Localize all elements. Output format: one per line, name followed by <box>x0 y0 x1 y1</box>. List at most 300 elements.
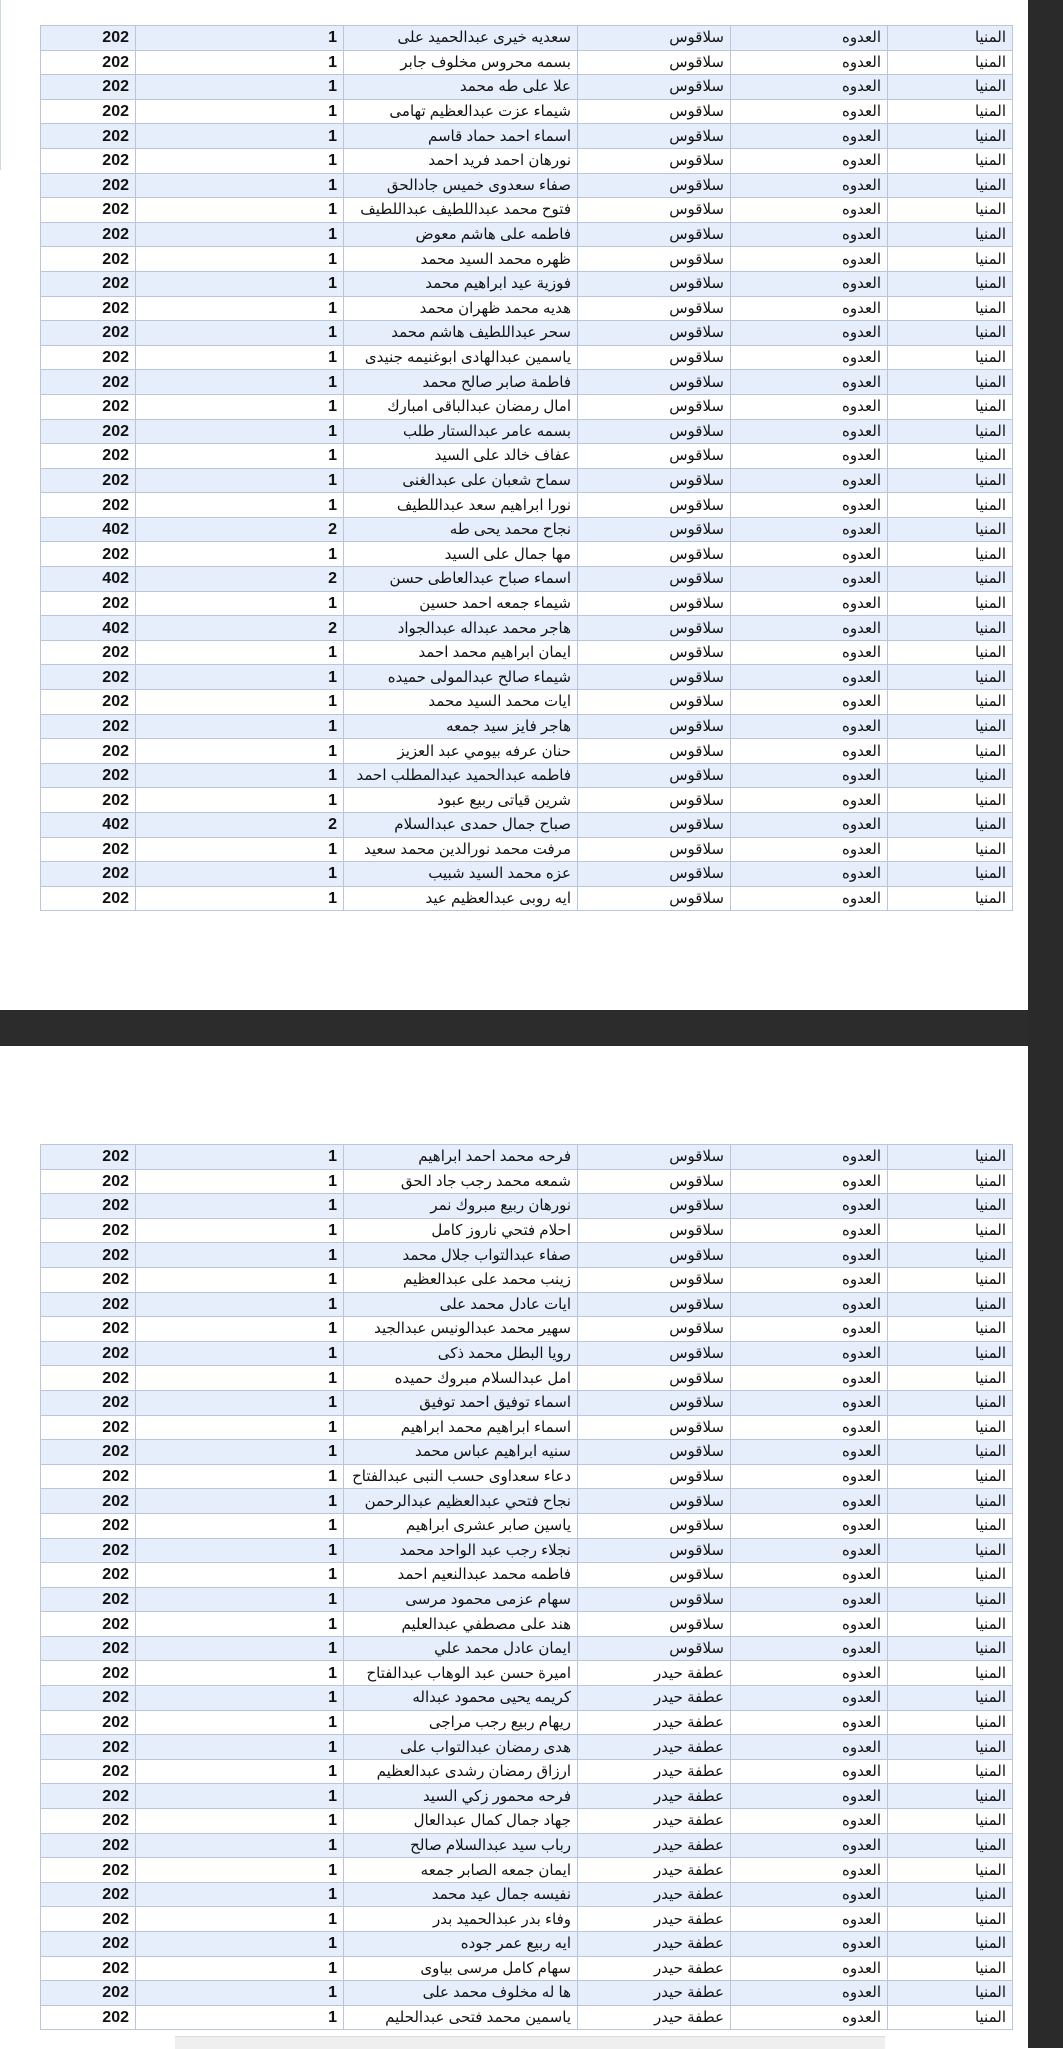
name-cell[interactable]: كريمه يحيى محمود عبداله <box>344 1686 578 1711</box>
governorate-cell[interactable]: المنيا <box>888 1661 1013 1686</box>
governorate-cell[interactable]: المنيا <box>888 75 1013 100</box>
amount-cell[interactable]: 202 <box>41 345 136 370</box>
village-cell[interactable]: عطفة حيدر <box>578 1907 731 1932</box>
governorate-cell[interactable]: المنيا <box>888 640 1013 665</box>
village-cell[interactable]: عطفة حيدر <box>578 2005 731 2030</box>
governorate-cell[interactable]: المنيا <box>888 616 1013 641</box>
village-cell[interactable]: سلاقوس <box>578 714 731 739</box>
governorate-cell[interactable]: المنيا <box>888 493 1013 518</box>
center-cell[interactable]: العدوه <box>731 837 888 862</box>
center-cell[interactable]: العدوه <box>731 788 888 813</box>
amount-cell[interactable]: 202 <box>41 1489 136 1514</box>
count-cell[interactable]: 1 <box>136 1489 344 1514</box>
name-cell[interactable]: سماح شعبان على عبدالغنى <box>344 468 578 493</box>
count-cell[interactable]: 2 <box>136 813 344 838</box>
name-cell[interactable]: اسماء ابراهيم محمد ابراهيم <box>344 1415 578 1440</box>
center-cell[interactable]: العدوه <box>731 1489 888 1514</box>
center-cell[interactable]: العدوه <box>731 1464 888 1489</box>
center-cell[interactable]: العدوه <box>731 739 888 764</box>
name-cell[interactable]: هند على مصطفي عبدالعليم <box>344 1612 578 1637</box>
center-cell[interactable]: العدوه <box>731 1735 888 1760</box>
count-cell[interactable]: 1 <box>136 1267 344 1292</box>
count-cell[interactable]: 1 <box>136 1956 344 1981</box>
village-cell[interactable]: سلاقوس <box>578 493 731 518</box>
name-cell[interactable]: اميرة حسن عبد الوهاب عبدالفتاح <box>344 1661 578 1686</box>
village-cell[interactable]: سلاقوس <box>578 542 731 567</box>
village-cell[interactable]: سلاقوس <box>578 690 731 715</box>
name-cell[interactable]: ايمان جمعه الصابر جمعه <box>344 1858 578 1883</box>
count-cell[interactable]: 1 <box>136 1513 344 1538</box>
governorate-cell[interactable]: المنيا <box>888 1366 1013 1391</box>
name-cell[interactable]: علا على طه محمد <box>344 75 578 100</box>
count-cell[interactable]: 1 <box>136 1735 344 1760</box>
name-cell[interactable]: صباح جمال حمدى عبدالسلام <box>344 813 578 838</box>
name-cell[interactable]: هديه محمد ظهران محمد <box>344 296 578 321</box>
governorate-cell[interactable]: المنيا <box>888 99 1013 124</box>
name-cell[interactable]: نجاح فتحي عبدالعظيم عبدالرحمن <box>344 1489 578 1514</box>
count-cell[interactable]: 1 <box>136 99 344 124</box>
village-cell[interactable]: سلاقوس <box>578 75 731 100</box>
center-cell[interactable]: العدوه <box>731 1292 888 1317</box>
amount-cell[interactable]: 202 <box>41 1858 136 1883</box>
village-cell[interactable]: عطفة حيدر <box>578 1809 731 1834</box>
count-cell[interactable]: 1 <box>136 788 344 813</box>
name-cell[interactable]: نورهان ربيع مبروك نمر <box>344 1194 578 1219</box>
count-cell[interactable]: 1 <box>136 1464 344 1489</box>
governorate-cell[interactable]: المنيا <box>888 813 1013 838</box>
center-cell[interactable]: العدوه <box>731 1932 888 1957</box>
count-cell[interactable]: 1 <box>136 1784 344 1809</box>
amount-cell[interactable]: 202 <box>41 665 136 690</box>
count-cell[interactable]: 1 <box>136 1341 344 1366</box>
village-cell[interactable]: سلاقوس <box>578 1317 731 1342</box>
count-cell[interactable]: 1 <box>136 321 344 346</box>
village-cell[interactable]: عطفة حيدر <box>578 1784 731 1809</box>
name-cell[interactable]: فرحه محمد احمد ابراهيم <box>344 1145 578 1170</box>
governorate-cell[interactable]: المنيا <box>888 1415 1013 1440</box>
count-cell[interactable]: 1 <box>136 50 344 75</box>
governorate-cell[interactable]: المنيا <box>888 50 1013 75</box>
governorate-cell[interactable]: المنيا <box>888 1907 1013 1932</box>
name-cell[interactable]: اسماء صباح عبدالعاطى حسن <box>344 567 578 592</box>
governorate-cell[interactable]: المنيا <box>888 1587 1013 1612</box>
village-cell[interactable]: سلاقوس <box>578 1218 731 1243</box>
name-cell[interactable]: امال رمضان عبدالباقى امبارك <box>344 394 578 419</box>
amount-cell[interactable]: 202 <box>41 1366 136 1391</box>
village-cell[interactable]: سلاقوس <box>578 1194 731 1219</box>
village-cell[interactable]: سلاقوس <box>578 837 731 862</box>
governorate-cell[interactable]: المنيا <box>888 1833 1013 1858</box>
village-cell[interactable]: سلاقوس <box>578 763 731 788</box>
count-cell[interactable]: 2 <box>136 616 344 641</box>
governorate-cell[interactable]: المنيا <box>888 247 1013 272</box>
count-cell[interactable]: 1 <box>136 1440 344 1465</box>
amount-cell[interactable]: 202 <box>41 1292 136 1317</box>
governorate-cell[interactable]: المنيا <box>888 837 1013 862</box>
amount-cell[interactable]: 202 <box>41 1981 136 2006</box>
governorate-cell[interactable]: المنيا <box>888 345 1013 370</box>
center-cell[interactable]: العدوه <box>731 1858 888 1883</box>
count-cell[interactable]: 1 <box>136 444 344 469</box>
name-cell[interactable]: فوزية عيد ابراهيم محمد <box>344 271 578 296</box>
center-cell[interactable]: العدوه <box>731 75 888 100</box>
governorate-cell[interactable]: المنيا <box>888 148 1013 173</box>
center-cell[interactable]: العدوه <box>731 763 888 788</box>
center-cell[interactable]: العدوه <box>731 1661 888 1686</box>
count-cell[interactable]: 1 <box>136 1636 344 1661</box>
center-cell[interactable]: العدوه <box>731 271 888 296</box>
count-cell[interactable]: 1 <box>136 1415 344 1440</box>
village-cell[interactable]: سلاقوس <box>578 444 731 469</box>
count-cell[interactable]: 1 <box>136 75 344 100</box>
amount-cell[interactable]: 202 <box>41 714 136 739</box>
name-cell[interactable]: فاطمه محمد عبدالنعيم احمد <box>344 1563 578 1588</box>
center-cell[interactable]: العدوه <box>731 1440 888 1465</box>
governorate-cell[interactable]: المنيا <box>888 1538 1013 1563</box>
village-cell[interactable]: سلاقوس <box>578 148 731 173</box>
center-cell[interactable]: العدوه <box>731 1390 888 1415</box>
governorate-cell[interactable]: المنيا <box>888 394 1013 419</box>
count-cell[interactable]: 1 <box>136 862 344 887</box>
governorate-cell[interactable]: المنيا <box>888 1464 1013 1489</box>
center-cell[interactable]: العدوه <box>731 370 888 395</box>
count-cell[interactable]: 1 <box>136 1538 344 1563</box>
village-cell[interactable]: سلاقوس <box>578 1440 731 1465</box>
village-cell[interactable]: سلاقوس <box>578 517 731 542</box>
center-cell[interactable]: العدوه <box>731 99 888 124</box>
village-cell[interactable]: عطفة حيدر <box>578 1932 731 1957</box>
amount-cell[interactable]: 202 <box>41 2005 136 2030</box>
count-cell[interactable]: 1 <box>136 690 344 715</box>
center-cell[interactable]: العدوه <box>731 813 888 838</box>
amount-cell[interactable]: 202 <box>41 296 136 321</box>
village-cell[interactable]: سلاقوس <box>578 788 731 813</box>
village-cell[interactable]: سلاقوس <box>578 1169 731 1194</box>
village-cell[interactable]: عطفة حيدر <box>578 1882 731 1907</box>
governorate-cell[interactable]: المنيا <box>888 222 1013 247</box>
amount-cell[interactable]: 202 <box>41 1194 136 1219</box>
center-cell[interactable]: العدوه <box>731 690 888 715</box>
amount-cell[interactable]: 202 <box>41 148 136 173</box>
center-cell[interactable]: العدوه <box>731 1809 888 1834</box>
amount-cell[interactable]: 202 <box>41 173 136 198</box>
amount-cell[interactable]: 202 <box>41 1735 136 1760</box>
governorate-cell[interactable]: المنيا <box>888 1292 1013 1317</box>
count-cell[interactable]: 1 <box>136 886 344 911</box>
village-cell[interactable]: سلاقوس <box>578 1267 731 1292</box>
name-cell[interactable]: نورهان احمد فريد احمد <box>344 148 578 173</box>
governorate-cell[interactable]: المنيا <box>888 1636 1013 1661</box>
amount-cell[interactable]: 202 <box>41 394 136 419</box>
amount-cell[interactable]: 202 <box>41 1686 136 1711</box>
governorate-cell[interactable]: المنيا <box>888 124 1013 149</box>
center-cell[interactable]: العدوه <box>731 1341 888 1366</box>
count-cell[interactable]: 1 <box>136 124 344 149</box>
name-cell[interactable]: ياسين صابر عشرى ابراهيم <box>344 1513 578 1538</box>
amount-cell[interactable]: 202 <box>41 1587 136 1612</box>
governorate-cell[interactable]: المنيا <box>888 763 1013 788</box>
governorate-cell[interactable]: المنيا <box>888 1267 1013 1292</box>
governorate-cell[interactable]: المنيا <box>888 591 1013 616</box>
village-cell[interactable]: عطفة حيدر <box>578 1710 731 1735</box>
governorate-cell[interactable]: المنيا <box>888 173 1013 198</box>
amount-cell[interactable]: 202 <box>41 1538 136 1563</box>
center-cell[interactable]: العدوه <box>731 148 888 173</box>
name-cell[interactable]: ريهام ربيع رجب مراجى <box>344 1710 578 1735</box>
governorate-cell[interactable]: المنيا <box>888 1612 1013 1637</box>
name-cell[interactable]: ايه ربيع عمر جوده <box>344 1932 578 1957</box>
count-cell[interactable]: 1 <box>136 1243 344 1268</box>
amount-cell[interactable]: 202 <box>41 1907 136 1932</box>
count-cell[interactable]: 1 <box>136 1759 344 1784</box>
name-cell[interactable]: ايات عادل محمد على <box>344 1292 578 1317</box>
count-cell[interactable]: 1 <box>136 837 344 862</box>
count-cell[interactable]: 1 <box>136 763 344 788</box>
name-cell[interactable]: فاطمه عبدالحميد عبدالمطلب احمد <box>344 763 578 788</box>
center-cell[interactable]: العدوه <box>731 1366 888 1391</box>
name-cell[interactable]: شرين قياتى ربيع عبود <box>344 788 578 813</box>
center-cell[interactable]: العدوه <box>731 1981 888 2006</box>
village-cell[interactable]: سلاقوس <box>578 1366 731 1391</box>
village-cell[interactable]: سلاقوس <box>578 886 731 911</box>
amount-cell[interactable]: 202 <box>41 886 136 911</box>
amount-cell[interactable]: 202 <box>41 1710 136 1735</box>
governorate-cell[interactable]: المنيا <box>888 271 1013 296</box>
governorate-cell[interactable]: المنيا <box>888 739 1013 764</box>
name-cell[interactable]: رباب سيد عبدالسلام صالح <box>344 1833 578 1858</box>
governorate-cell[interactable]: المنيا <box>888 321 1013 346</box>
village-cell[interactable]: سلاقوس <box>578 345 731 370</box>
count-cell[interactable]: 1 <box>136 173 344 198</box>
count-cell[interactable]: 1 <box>136 1612 344 1637</box>
village-cell[interactable]: عطفة حيدر <box>578 1661 731 1686</box>
governorate-cell[interactable]: المنيا <box>888 444 1013 469</box>
amount-cell[interactable]: 202 <box>41 1636 136 1661</box>
center-cell[interactable]: العدوه <box>731 296 888 321</box>
amount-cell[interactable]: 202 <box>41 271 136 296</box>
village-cell[interactable]: سلاقوس <box>578 640 731 665</box>
amount-cell[interactable]: 202 <box>41 1759 136 1784</box>
count-cell[interactable]: 1 <box>136 1809 344 1834</box>
governorate-cell[interactable]: المنيا <box>888 1243 1013 1268</box>
governorate-cell[interactable]: المنيا <box>888 567 1013 592</box>
village-cell[interactable]: سلاقوس <box>578 296 731 321</box>
count-cell[interactable]: 1 <box>136 247 344 272</box>
village-cell[interactable]: عطفة حيدر <box>578 1735 731 1760</box>
amount-cell[interactable]: 202 <box>41 788 136 813</box>
governorate-cell[interactable]: المنيا <box>888 1981 1013 2006</box>
governorate-cell[interactable]: المنيا <box>888 26 1013 51</box>
governorate-cell[interactable]: المنيا <box>888 714 1013 739</box>
center-cell[interactable]: العدوه <box>731 1218 888 1243</box>
governorate-cell[interactable]: المنيا <box>888 296 1013 321</box>
name-cell[interactable]: ياسمين عبدالهادى ابوغنيمه جنيدى <box>344 345 578 370</box>
village-cell[interactable]: عطفة حيدر <box>578 1686 731 1711</box>
amount-cell[interactable]: 202 <box>41 763 136 788</box>
village-cell[interactable]: سلاقوس <box>578 1341 731 1366</box>
amount-cell[interactable]: 202 <box>41 222 136 247</box>
village-cell[interactable]: عطفة حيدر <box>578 1833 731 1858</box>
name-cell[interactable]: ايمان عادل محمد علي <box>344 1636 578 1661</box>
center-cell[interactable]: العدوه <box>731 640 888 665</box>
governorate-cell[interactable]: المنيا <box>888 370 1013 395</box>
name-cell[interactable]: فتوح محمد عبداللطيف عبداللطيف <box>344 198 578 223</box>
amount-cell[interactable]: 202 <box>41 640 136 665</box>
amount-cell[interactable]: 202 <box>41 50 136 75</box>
village-cell[interactable]: سلاقوس <box>578 222 731 247</box>
name-cell[interactable]: هاجر محمد عبداله عبدالجواد <box>344 616 578 641</box>
center-cell[interactable]: العدوه <box>731 1882 888 1907</box>
amount-cell[interactable]: 202 <box>41 468 136 493</box>
governorate-cell[interactable]: المنيا <box>888 690 1013 715</box>
amount-cell[interactable]: 202 <box>41 739 136 764</box>
center-cell[interactable]: العدوه <box>731 124 888 149</box>
village-cell[interactable]: سلاقوس <box>578 1636 731 1661</box>
amount-cell[interactable]: 202 <box>41 321 136 346</box>
village-cell[interactable]: سلاقوس <box>578 739 731 764</box>
name-cell[interactable]: فاطمه على هاشم معوض <box>344 222 578 247</box>
center-cell[interactable]: العدوه <box>731 1317 888 1342</box>
count-cell[interactable]: 1 <box>136 1194 344 1219</box>
name-cell[interactable]: ايمان ابراهيم محمد احمد <box>344 640 578 665</box>
count-cell[interactable]: 1 <box>136 1317 344 1342</box>
amount-cell[interactable]: 202 <box>41 690 136 715</box>
count-cell[interactable]: 1 <box>136 1858 344 1883</box>
amount-cell[interactable]: 202 <box>41 1145 136 1170</box>
governorate-cell[interactable]: المنيا <box>888 1686 1013 1711</box>
center-cell[interactable]: العدوه <box>731 198 888 223</box>
count-cell[interactable]: 1 <box>136 345 344 370</box>
name-cell[interactable]: سنيه ابراهيم عباس محمد <box>344 1440 578 1465</box>
name-cell[interactable]: سحر عبداللطيف هاشم محمد <box>344 321 578 346</box>
governorate-cell[interactable]: المنيا <box>888 1145 1013 1170</box>
village-cell[interactable]: سلاقوس <box>578 616 731 641</box>
amount-cell[interactable]: 202 <box>41 1267 136 1292</box>
count-cell[interactable]: 1 <box>136 714 344 739</box>
amount-cell[interactable]: 202 <box>41 1341 136 1366</box>
name-cell[interactable]: نورا ابراهيم سعد عبداللطيف <box>344 493 578 518</box>
count-cell[interactable]: 1 <box>136 394 344 419</box>
count-cell[interactable]: 1 <box>136 2005 344 2030</box>
center-cell[interactable]: العدوه <box>731 2005 888 2030</box>
center-cell[interactable]: العدوه <box>731 1415 888 1440</box>
count-cell[interactable]: 1 <box>136 1145 344 1170</box>
count-cell[interactable]: 1 <box>136 665 344 690</box>
village-cell[interactable]: سلاقوس <box>578 567 731 592</box>
center-cell[interactable]: العدوه <box>731 616 888 641</box>
amount-cell[interactable]: 202 <box>41 542 136 567</box>
amount-cell[interactable]: 202 <box>41 1169 136 1194</box>
center-cell[interactable]: العدوه <box>731 1194 888 1219</box>
name-cell[interactable]: اسماء توفيق احمد توفيق <box>344 1390 578 1415</box>
village-cell[interactable]: سلاقوس <box>578 99 731 124</box>
name-cell[interactable]: ظهره محمد السيد محمد <box>344 247 578 272</box>
village-cell[interactable]: سلاقوس <box>578 813 731 838</box>
governorate-cell[interactable]: المنيا <box>888 419 1013 444</box>
center-cell[interactable]: العدوه <box>731 468 888 493</box>
count-cell[interactable]: 1 <box>136 1833 344 1858</box>
count-cell[interactable]: 1 <box>136 1661 344 1686</box>
count-cell[interactable]: 1 <box>136 1366 344 1391</box>
amount-cell[interactable]: 202 <box>41 1513 136 1538</box>
name-cell[interactable]: ايه روبى عبدالعظيم عيد <box>344 886 578 911</box>
center-cell[interactable]: العدوه <box>731 1587 888 1612</box>
center-cell[interactable]: العدوه <box>731 1710 888 1735</box>
village-cell[interactable]: سلاقوس <box>578 370 731 395</box>
governorate-cell[interactable]: المنيا <box>888 198 1013 223</box>
amount-cell[interactable]: 202 <box>41 370 136 395</box>
count-cell[interactable]: 1 <box>136 640 344 665</box>
village-cell[interactable]: سلاقوس <box>578 1415 731 1440</box>
center-cell[interactable]: العدوه <box>731 1907 888 1932</box>
village-cell[interactable]: سلاقوس <box>578 247 731 272</box>
center-cell[interactable]: العدوه <box>731 1538 888 1563</box>
name-cell[interactable]: شيماء عزت عبدالعظيم تهامى <box>344 99 578 124</box>
governorate-cell[interactable]: المنيا <box>888 468 1013 493</box>
center-cell[interactable]: العدوه <box>731 567 888 592</box>
amount-cell[interactable]: 202 <box>41 1440 136 1465</box>
governorate-cell[interactable]: المنيا <box>888 1759 1013 1784</box>
name-cell[interactable]: ايات محمد السيد محمد <box>344 690 578 715</box>
name-cell[interactable]: بسمه عامر عبدالستار طلب <box>344 419 578 444</box>
center-cell[interactable]: العدوه <box>731 1169 888 1194</box>
village-cell[interactable]: سلاقوس <box>578 124 731 149</box>
name-cell[interactable]: سهام كامل مرسى بياوى <box>344 1956 578 1981</box>
name-cell[interactable]: هدى رمضان عبدالتواب على <box>344 1735 578 1760</box>
village-cell[interactable]: سلاقوس <box>578 1390 731 1415</box>
center-cell[interactable]: العدوه <box>731 345 888 370</box>
center-cell[interactable]: العدوه <box>731 1759 888 1784</box>
governorate-cell[interactable]: المنيا <box>888 862 1013 887</box>
amount-cell[interactable]: 202 <box>41 124 136 149</box>
center-cell[interactable]: العدوه <box>731 1513 888 1538</box>
name-cell[interactable]: صفاء عبدالتواب جلال محمد <box>344 1243 578 1268</box>
governorate-cell[interactable]: المنيا <box>888 1513 1013 1538</box>
village-cell[interactable]: سلاقوس <box>578 394 731 419</box>
village-cell[interactable]: سلاقوس <box>578 1489 731 1514</box>
name-cell[interactable]: جهاد جمال كمال عبدالعال <box>344 1809 578 1834</box>
governorate-cell[interactable]: المنيا <box>888 1710 1013 1735</box>
name-cell[interactable]: ها له مخلوف محمد على <box>344 1981 578 2006</box>
center-cell[interactable]: العدوه <box>731 1686 888 1711</box>
amount-cell[interactable]: 202 <box>41 837 136 862</box>
amount-cell[interactable]: 202 <box>41 1612 136 1637</box>
amount-cell[interactable]: 202 <box>41 1563 136 1588</box>
name-cell[interactable]: مها جمال على السيد <box>344 542 578 567</box>
count-cell[interactable]: 1 <box>136 468 344 493</box>
name-cell[interactable]: شيماء صالح عبدالمولى حميده <box>344 665 578 690</box>
center-cell[interactable]: العدوه <box>731 517 888 542</box>
center-cell[interactable]: العدوه <box>731 1267 888 1292</box>
count-cell[interactable]: 1 <box>136 591 344 616</box>
amount-cell[interactable]: 202 <box>41 493 136 518</box>
amount-cell[interactable]: 202 <box>41 75 136 100</box>
name-cell[interactable]: فاطمة صابر صالح محمد <box>344 370 578 395</box>
name-cell[interactable]: نجلاء رجب عبد الواحد محمد <box>344 1538 578 1563</box>
amount-cell[interactable]: 202 <box>41 1464 136 1489</box>
center-cell[interactable]: العدوه <box>731 1145 888 1170</box>
center-cell[interactable]: العدوه <box>731 50 888 75</box>
name-cell[interactable]: فرحه محمور زكي السيد <box>344 1784 578 1809</box>
amount-cell[interactable]: 202 <box>41 591 136 616</box>
amount-cell[interactable]: 202 <box>41 1243 136 1268</box>
governorate-cell[interactable]: المنيا <box>888 517 1013 542</box>
amount-cell[interactable]: 202 <box>41 1317 136 1342</box>
count-cell[interactable]: 2 <box>136 517 344 542</box>
governorate-cell[interactable]: المنيا <box>888 886 1013 911</box>
amount-cell[interactable]: 202 <box>41 1932 136 1957</box>
count-cell[interactable]: 2 <box>136 567 344 592</box>
